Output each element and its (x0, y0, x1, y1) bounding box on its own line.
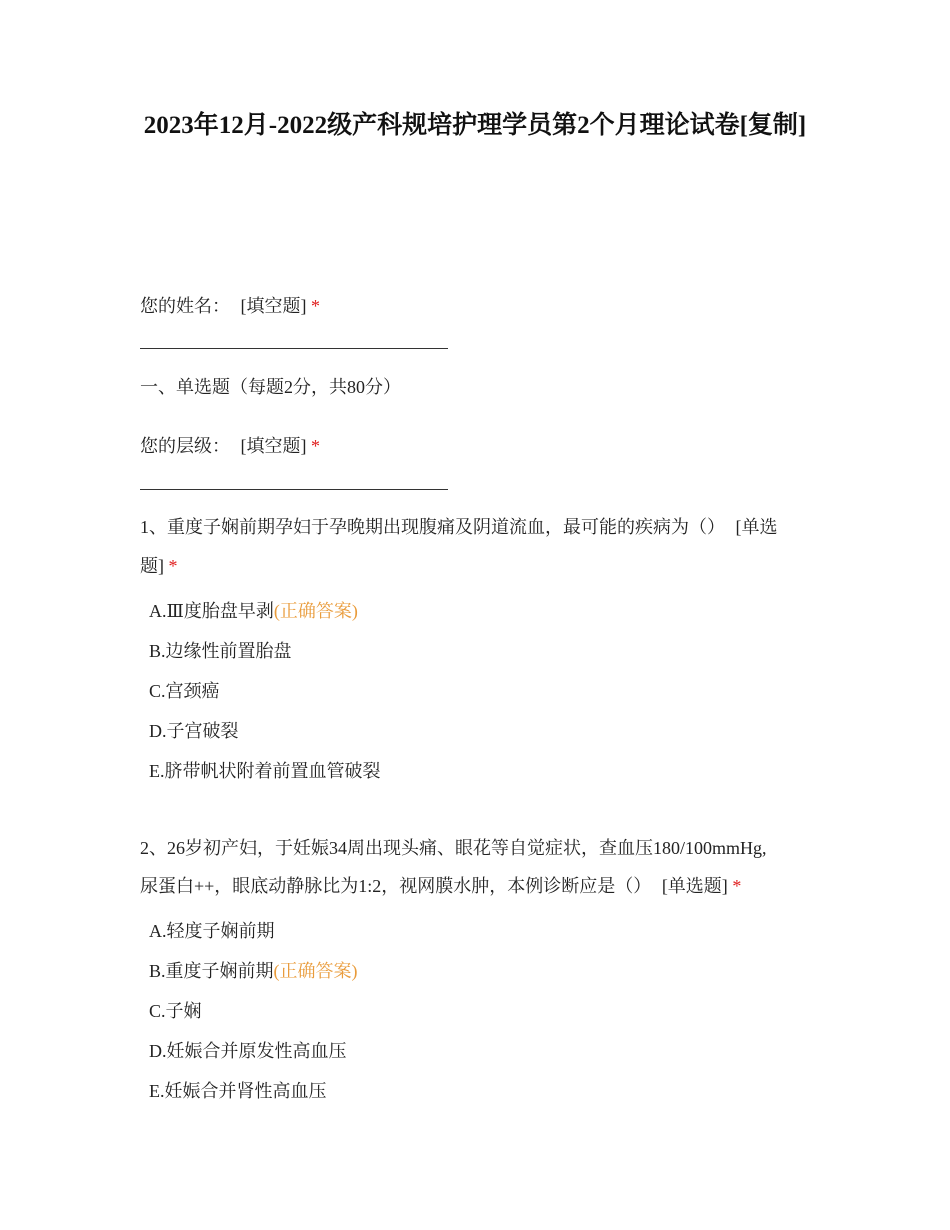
question-2-option-d[interactable]: D.妊娠合并原发性高血压 (149, 1041, 347, 1061)
required-marker: * (732, 876, 742, 896)
question-1-stem: 1、重度子娴前期孕妇于孕晚期出现腹痛及阴道流血，最可能的疾病为（） (140, 517, 725, 537)
section-heading: 一、单选题（每题2分，共80分） (140, 377, 401, 397)
question-1-text (140, 507, 810, 547)
question-1-option-d[interactable]: D.子宫破裂 (149, 721, 239, 741)
question-1-option-e[interactable]: E.脐带帆状附着前置血管破裂 (149, 761, 381, 781)
question-1-option-b[interactable]: B.边缘性前置胎盘 (149, 641, 292, 661)
question-level-type: [填空题] (240, 436, 307, 456)
question-1-type-end: 题] (140, 556, 164, 576)
correct-answer-mark: (正确答案) (273, 961, 358, 981)
question-1-option-a[interactable] (149, 591, 358, 631)
question-2-text-cont (140, 866, 810, 906)
question-name-label: 您的姓名： (140, 296, 230, 316)
question-level-label: 您的层级： (140, 436, 230, 456)
question-2-stem-end: 尿蛋白++，眼底动静脉比为1:2，视网膜水肿，本例诊断应是（） (140, 876, 652, 896)
option-text: A.Ⅲ度胎盘早剥 (149, 601, 274, 621)
level-input-line[interactable] (140, 489, 448, 490)
question-level (140, 426, 810, 466)
question-2-text: 2、26岁初产妇，于妊娠34周出现头痛、眼花等自觉症状，查血压180/100mmHg, (140, 838, 767, 858)
question-name (140, 286, 810, 326)
question-2-type: [单选题] (661, 876, 728, 896)
question-1-type: [单选 (735, 517, 778, 537)
question-2-option-e[interactable]: E.妊娠合并肾性高血压 (149, 1081, 327, 1101)
name-input-line[interactable] (140, 348, 448, 349)
required-marker: * (311, 436, 320, 456)
question-1-text-cont (140, 546, 810, 586)
option-text: B.重度子娴前期 (149, 961, 274, 981)
correct-answer-mark: (正确答案) (273, 601, 358, 621)
question-2-option-a[interactable]: A.轻度子娴前期 (149, 921, 275, 941)
required-marker: * (168, 556, 178, 576)
question-2-option-c[interactable]: C.子娴 (149, 1001, 202, 1021)
question-2-option-b[interactable] (149, 951, 358, 991)
survey-title: 2023年12月-2022级产科规培护理学员第2个月理论试卷[复制] (143, 112, 807, 139)
question-name-type: [填空题] (240, 296, 307, 316)
required-marker: * (311, 296, 320, 316)
question-1-option-c[interactable]: C.宫颈癌 (149, 681, 220, 701)
